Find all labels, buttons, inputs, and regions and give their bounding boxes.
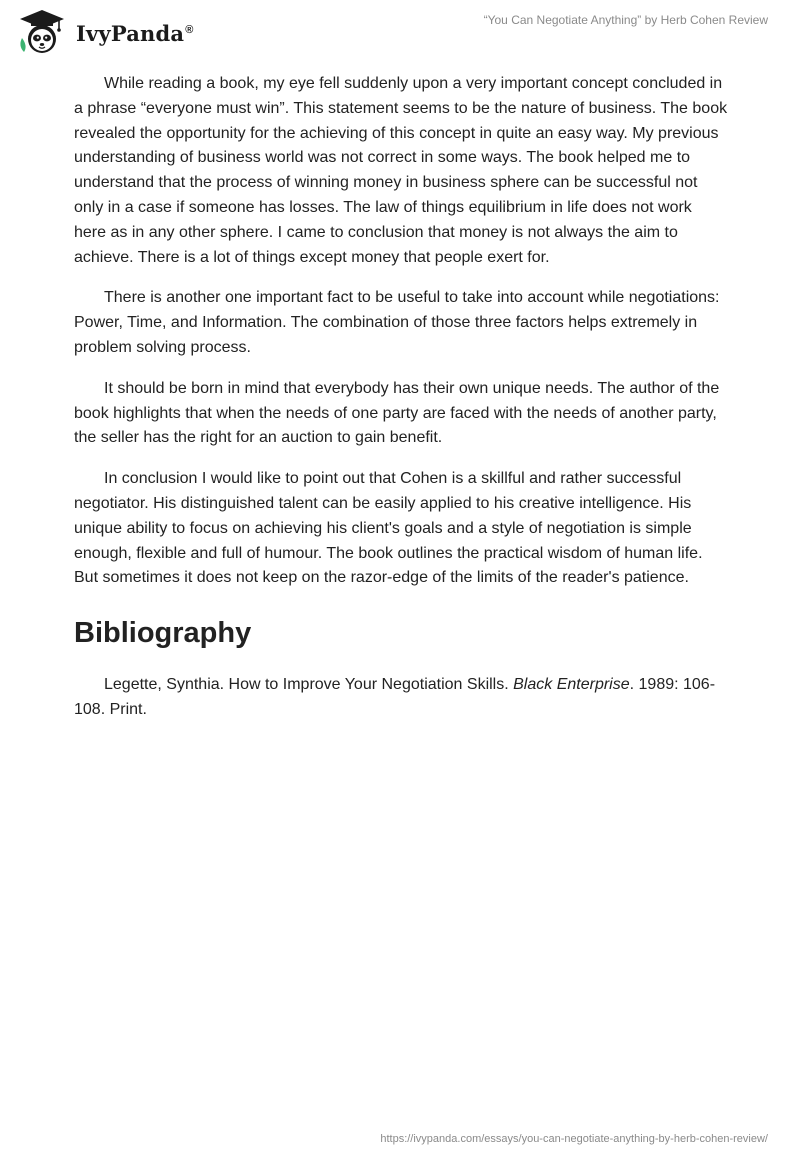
brand-logo[interactable] bbox=[16, 8, 194, 56]
panda-graduate-logo-icon bbox=[16, 8, 68, 56]
brand-name-text: IvyPanda bbox=[76, 20, 185, 46]
body-paragraph: While reading a book, my eye fell suddenly upon a very important concept concluded in a phrase “everyone must win”. This statement seems to be the nature of business. The book revealed the opportunity for the achieving of this concept in quite an easy way. My previous understanding of business world was not correct in some ways. The book helped me to understand that the process of winning money in business sphere can be successful not only in a case if someone has losses. The law of things equilibrium in life does not work here as in any other sphere. I came to conclusion that money is not always the aim to achieve. There is a lot of things except money that people exert for. bbox=[74, 75, 728, 266]
bibliography-heading: Bibliography bbox=[74, 617, 252, 650]
bibliography-entry-post: . 1989: 106-108. Print. bbox=[74, 676, 716, 718]
body-paragraph: It should be born in mind that everybody has their own unique needs. The author of the book highlights that when the needs of one party are faced with the needs of another party, the seller has the right for an auction to gain benefit. bbox=[74, 379, 720, 447]
body-paragraph: There is another one important fact to be useful to take into account while negotiations: Power, Time, and Information. The combination of those three factors helps extremely in problem solving process. bbox=[74, 289, 720, 356]
source-url[interactable]: https://ivypanda.com/essays/you-can-negotiate-anything-by-herb-cohen-review/ bbox=[380, 1133, 768, 1145]
bibliography-entry bbox=[74, 673, 728, 723]
bibliography-entry-journal: Black Enterprise bbox=[513, 676, 630, 694]
bibliography-entry-pre: Legette, Synthia. How to Improve Your Negotiation Skills. bbox=[104, 676, 514, 694]
brand-name bbox=[76, 21, 194, 46]
body-paragraph: In conclusion I would like to point out that Cohen is a skillful and rather successful negotiator. His distinguished talent can be easily applied to his creative intelligence. His unique ability to focus on achieving his client's goals and a style of negotiation is simple enough, flexible and full of humour. The book outlines the practical wisdom of human life. But sometimes it does not keep on the razor-edge of the limits of the reader's patience. bbox=[74, 470, 703, 587]
essay-content bbox=[74, 72, 728, 723]
page-header bbox=[0, 0, 800, 60]
document-title: “You Can Negotiate Anything” by Herb Cohen Review bbox=[483, 13, 768, 27]
registered-mark: ® bbox=[185, 23, 194, 36]
